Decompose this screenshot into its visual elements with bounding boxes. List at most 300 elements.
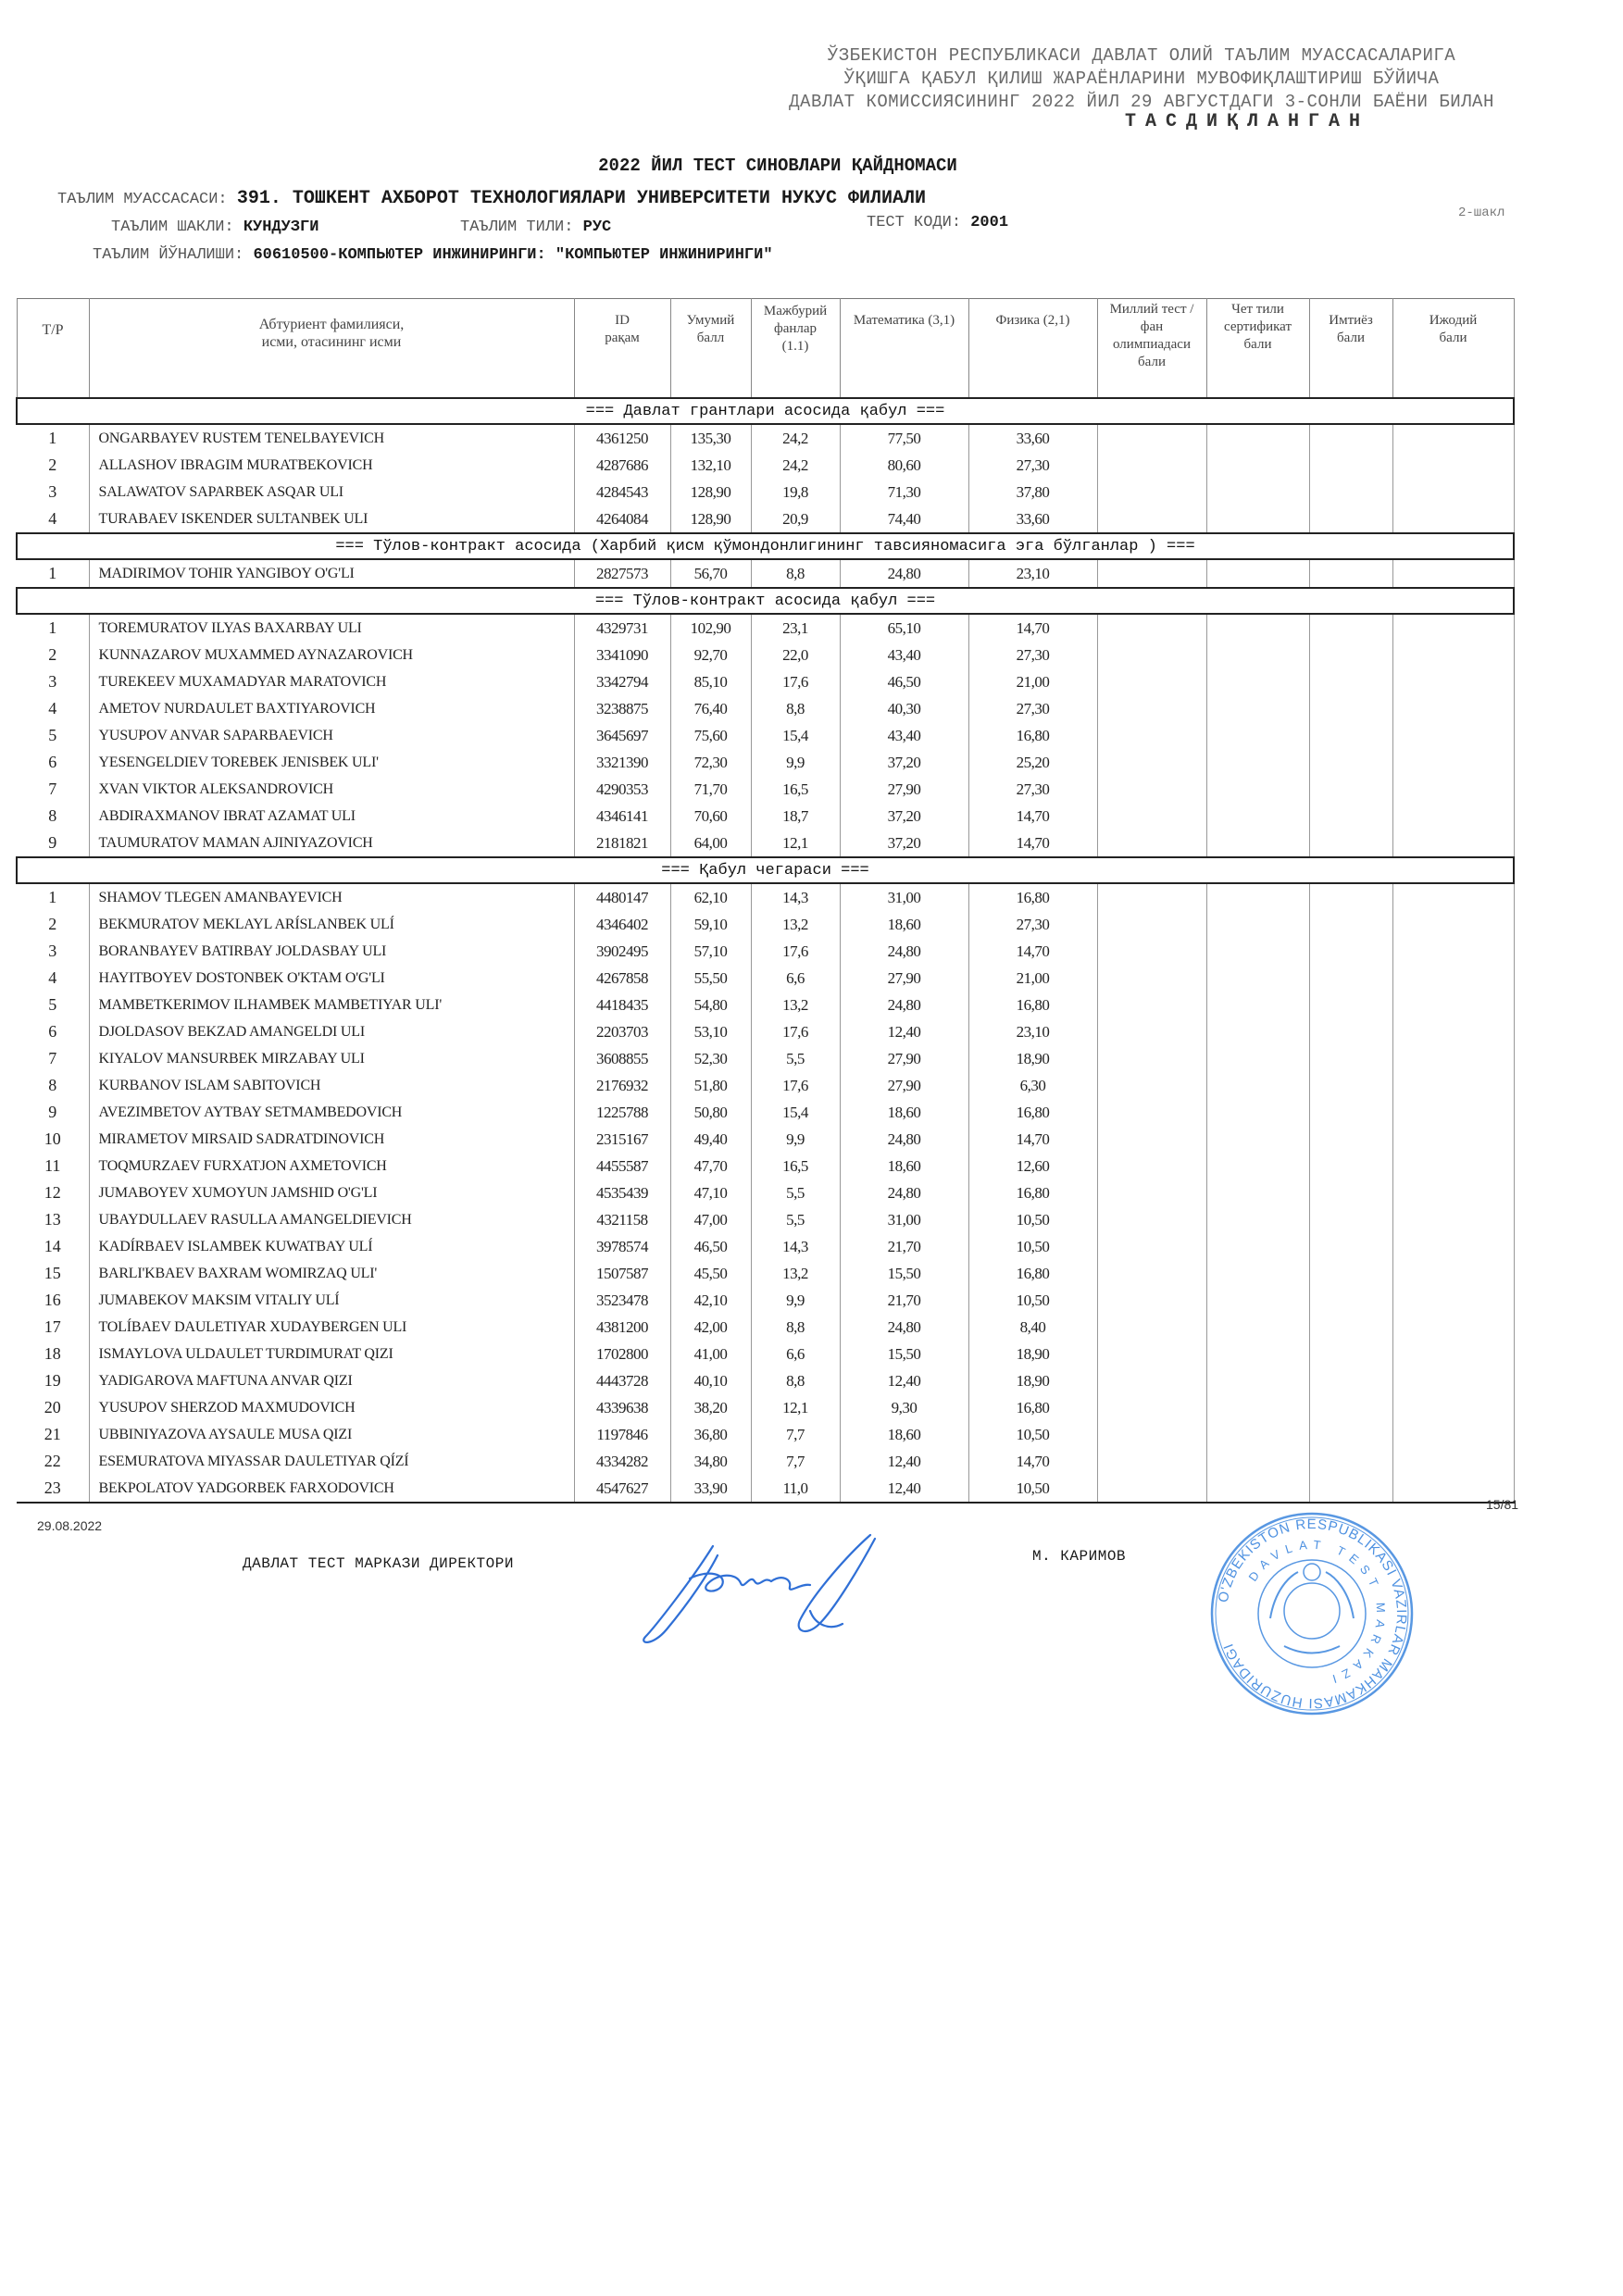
privilege-score xyxy=(1309,1099,1392,1126)
section-header-row xyxy=(17,588,1514,614)
section-title-text: === Қабул чегараси === xyxy=(661,861,869,880)
applicant-name: TOQMURZAEV FURXATJON AXMETOVICH xyxy=(89,1153,574,1179)
mandatory-score: 15,4 xyxy=(751,722,840,749)
applicant-id: 4361250 xyxy=(574,424,670,452)
national-test-score xyxy=(1097,1179,1206,1206)
foreign-cert-score xyxy=(1206,1018,1309,1045)
applicant-name: ESEMURATOVA MIYASSAR DAULETIYAR QÍZÍ xyxy=(89,1448,574,1475)
math-score: 21,70 xyxy=(840,1287,968,1314)
applicant-name: TURABAEV ISKENDER SULTANBEK ULI xyxy=(89,505,574,533)
study-direction-label: ТАЪЛИМ ЙЎНАЛИШИ: xyxy=(93,246,244,264)
results-table xyxy=(16,298,1515,1504)
national-test-score xyxy=(1097,1367,1206,1394)
national-test-score xyxy=(1097,992,1206,1018)
foreign-cert-score xyxy=(1206,424,1309,452)
privilege-score xyxy=(1309,1287,1392,1314)
total-score: 52,30 xyxy=(670,1045,751,1072)
table-row xyxy=(17,1179,1514,1206)
privilege-score xyxy=(1309,1394,1392,1421)
physics-score: 10,50 xyxy=(968,1287,1097,1314)
total-score: 40,10 xyxy=(670,1367,751,1394)
document-date: 29.08.2022 xyxy=(37,1518,103,1533)
applicant-id: 4455587 xyxy=(574,1153,670,1179)
col-header-number: Т/Р xyxy=(17,299,89,399)
foreign-cert-score xyxy=(1206,505,1309,533)
table-row xyxy=(17,1206,1514,1233)
mandatory-score: 17,6 xyxy=(751,1018,840,1045)
study-direction-value: 60610500-КОМПЬЮТЕР ИНЖИНИРИНГИ: "КОМПЬЮТЕР ИНЖИНИРИНГИ" xyxy=(253,246,773,264)
applicant-name: ALLASHOV IBRAGIM MURATBEKOVICH xyxy=(89,452,574,479)
approval-line: ЎЗБЕКИСТОН РЕСПУБЛИКАСИ ДАВЛАТ ОЛИЙ ТАЪЛИМ МУАССАСАЛАРИГА xyxy=(827,45,1456,66)
applicant-name: MADIRIMOV TOHIR YANGIBOY O'G'LI xyxy=(89,559,574,588)
physics-score: 16,80 xyxy=(968,722,1097,749)
applicant-name: UBBINIYAZOVA AYSAULE MUSA QIZI xyxy=(89,1421,574,1448)
privilege-score xyxy=(1309,749,1392,776)
applicant-name: SALAWATOV SAPARBEK ASQAR ULI xyxy=(89,479,574,505)
privilege-score xyxy=(1309,668,1392,695)
applicant-id: 1225788 xyxy=(574,1099,670,1126)
institution-value: 391. ТОШКЕНТ АХБОРОТ ТЕХНОЛОГИЯЛАРИ УНИВЕРСИТЕТИ НУКУС ФИЛИАЛИ xyxy=(236,188,926,209)
foreign-cert-score xyxy=(1206,1179,1309,1206)
total-score: 49,40 xyxy=(670,1126,751,1153)
signature-icon xyxy=(625,1528,884,1648)
row-number: 12 xyxy=(44,1183,61,1202)
mandatory-score: 17,6 xyxy=(751,938,840,965)
physics-score: 14,70 xyxy=(968,830,1097,857)
applicant-id: 4264084 xyxy=(574,505,670,533)
col-header-national-test: Миллий тест / фан олимпиадаси бали xyxy=(1097,299,1206,399)
institution-field xyxy=(57,188,926,209)
total-score: 102,90 xyxy=(670,614,751,642)
row-number: 1 xyxy=(48,618,57,637)
math-score: 43,40 xyxy=(840,642,968,668)
national-test-score xyxy=(1097,749,1206,776)
mandatory-score: 13,2 xyxy=(751,1260,840,1287)
applicant-id: 1507587 xyxy=(574,1260,670,1287)
applicant-name: BORANBAYEV BATIRBAY JOLDASBAY ULI xyxy=(89,938,574,965)
results-table-container xyxy=(16,298,1513,1504)
mandatory-score: 8,8 xyxy=(751,695,840,722)
row-number: 2 xyxy=(48,455,57,474)
table-row xyxy=(17,1018,1514,1045)
national-test-score xyxy=(1097,1394,1206,1421)
physics-score: 16,80 xyxy=(968,1260,1097,1287)
physics-score: 10,50 xyxy=(968,1206,1097,1233)
foreign-cert-score xyxy=(1206,1421,1309,1448)
privilege-score xyxy=(1309,1072,1392,1099)
applicant-name: HAYITBOYEV DOSTONBEK O'KTAM O'G'LI xyxy=(89,965,574,992)
mandatory-score: 12,1 xyxy=(751,1394,840,1421)
col-header-creative: Ижодий бали xyxy=(1392,299,1514,399)
applicant-id: 2315167 xyxy=(574,1126,670,1153)
creative-score xyxy=(1392,1018,1514,1045)
applicant-id: 4547627 xyxy=(574,1475,670,1503)
physics-score: 27,30 xyxy=(968,642,1097,668)
math-score: 80,60 xyxy=(840,452,968,479)
mandatory-score: 5,5 xyxy=(751,1045,840,1072)
applicant-name: ISMAYLOVA ULDAULET TURDIMURAT QIZI xyxy=(89,1341,574,1367)
math-score: 18,60 xyxy=(840,1099,968,1126)
applicant-name: KADÍRBAEV ISLAMBEK KUWATBAY ULÍ xyxy=(89,1233,574,1260)
privilege-score xyxy=(1309,1341,1392,1367)
table-row xyxy=(17,1233,1514,1260)
section-title-text: === Тўлов-контракт асосида (Харбий қисм қўмондонлигининг тавсияномасига эга бўлганлар ) === xyxy=(335,537,1195,555)
section-title-text: === Давлат грантлари асосида қабул === xyxy=(585,402,945,420)
approved-label: ТАСДИҚЛАНГАН xyxy=(1125,111,1370,132)
table-row xyxy=(17,1260,1514,1287)
math-score: 77,50 xyxy=(840,424,968,452)
table-row xyxy=(17,479,1514,505)
table-row xyxy=(17,883,1514,911)
total-score: 75,60 xyxy=(670,722,751,749)
math-score: 65,10 xyxy=(840,614,968,642)
total-score: 50,80 xyxy=(670,1099,751,1126)
foreign-cert-score xyxy=(1206,668,1309,695)
foreign-cert-score xyxy=(1206,1072,1309,1099)
national-test-score xyxy=(1097,1126,1206,1153)
creative-score xyxy=(1392,1287,1514,1314)
physics-score: 12,60 xyxy=(968,1153,1097,1179)
mandatory-score: 6,6 xyxy=(751,1341,840,1367)
applicant-id: 4346402 xyxy=(574,911,670,938)
section-header-row xyxy=(17,398,1514,424)
national-test-score xyxy=(1097,1475,1206,1503)
applicant-name: AVEZIMBETOV AYTBAY SETMAMBEDOVICH xyxy=(89,1099,574,1126)
math-score: 21,70 xyxy=(840,1233,968,1260)
privilege-score xyxy=(1309,1448,1392,1475)
table-row xyxy=(17,1153,1514,1179)
creative-score xyxy=(1392,668,1514,695)
applicant-id: 2827573 xyxy=(574,559,670,588)
total-score: 53,10 xyxy=(670,1018,751,1045)
foreign-cert-score xyxy=(1206,1153,1309,1179)
total-score: 36,80 xyxy=(670,1421,751,1448)
mandatory-score: 13,2 xyxy=(751,992,840,1018)
foreign-cert-score xyxy=(1206,1233,1309,1260)
study-language-value: РУС xyxy=(582,218,612,236)
foreign-cert-score xyxy=(1206,965,1309,992)
math-score: 18,60 xyxy=(840,1153,968,1179)
privilege-score xyxy=(1309,776,1392,803)
national-test-score xyxy=(1097,1448,1206,1475)
applicant-id: 4480147 xyxy=(574,883,670,911)
privilege-score xyxy=(1309,614,1392,642)
physics-score: 27,30 xyxy=(968,452,1097,479)
row-number: 6 xyxy=(48,753,57,771)
row-number: 20 xyxy=(44,1398,61,1416)
creative-score xyxy=(1392,1072,1514,1099)
section-title xyxy=(17,588,1514,614)
row-number: 13 xyxy=(44,1210,61,1229)
privilege-score xyxy=(1309,965,1392,992)
row-number: 16 xyxy=(44,1291,61,1309)
col-header-physics: Физика (2,1) xyxy=(968,299,1097,399)
physics-score: 25,20 xyxy=(968,749,1097,776)
total-score: 70,60 xyxy=(670,803,751,830)
applicant-id: 4290353 xyxy=(574,776,670,803)
table-row xyxy=(17,1072,1514,1099)
col-header-id: ID рақам xyxy=(574,299,670,399)
privilege-score xyxy=(1309,424,1392,452)
national-test-score xyxy=(1097,695,1206,722)
physics-score: 27,30 xyxy=(968,911,1097,938)
privilege-score xyxy=(1309,1260,1392,1287)
applicant-id: 3978574 xyxy=(574,1233,670,1260)
math-score: 37,20 xyxy=(840,830,968,857)
table-header-row xyxy=(17,299,1514,399)
col-header-name: Абтуриент фамилияси, исми, отасининг исми xyxy=(89,299,574,399)
applicant-id: 1702800 xyxy=(574,1341,670,1367)
privilege-score xyxy=(1309,938,1392,965)
applicant-id: 3342794 xyxy=(574,668,670,695)
foreign-cert-score xyxy=(1206,722,1309,749)
table-row xyxy=(17,776,1514,803)
math-score: 24,80 xyxy=(840,559,968,588)
math-score: 9,30 xyxy=(840,1394,968,1421)
creative-score xyxy=(1392,1448,1514,1475)
creative-score xyxy=(1392,1367,1514,1394)
row-number: 1 xyxy=(48,564,57,582)
math-score: 31,00 xyxy=(840,1206,968,1233)
mandatory-score: 15,4 xyxy=(751,1099,840,1126)
applicant-name: BARLI'KBAEV BAXRAM WOMIRZAQ ULI' xyxy=(89,1260,574,1287)
privilege-score xyxy=(1309,1179,1392,1206)
privilege-score xyxy=(1309,452,1392,479)
creative-score xyxy=(1392,479,1514,505)
applicant-name: YUSUPOV SHERZOD MAXMUDOVICH xyxy=(89,1394,574,1421)
table-row xyxy=(17,614,1514,642)
physics-score: 21,00 xyxy=(968,965,1097,992)
national-test-score xyxy=(1097,722,1206,749)
applicant-id: 3523478 xyxy=(574,1287,670,1314)
director-title: ДАВЛАТ ТЕСТ МАРКАЗИ ДИРЕКТОРИ xyxy=(243,1555,514,1572)
physics-score: 16,80 xyxy=(968,883,1097,911)
table-row xyxy=(17,803,1514,830)
test-code-value: 2001 xyxy=(970,214,1009,231)
applicant-name: TOREMURATOV ILYAS BAXARBAY ULI xyxy=(89,614,574,642)
physics-score: 37,80 xyxy=(968,479,1097,505)
mandatory-score: 14,3 xyxy=(751,883,840,911)
national-test-score xyxy=(1097,911,1206,938)
national-test-score xyxy=(1097,938,1206,965)
creative-score xyxy=(1392,505,1514,533)
table-row xyxy=(17,695,1514,722)
test-code-label: ТЕСТ КОДИ: xyxy=(867,214,962,231)
national-test-score xyxy=(1097,1233,1206,1260)
applicant-id: 4334282 xyxy=(574,1448,670,1475)
creative-score xyxy=(1392,803,1514,830)
table-row xyxy=(17,1341,1514,1367)
privilege-score xyxy=(1309,1421,1392,1448)
creative-score xyxy=(1392,965,1514,992)
math-score: 12,40 xyxy=(840,1448,968,1475)
physics-score: 16,80 xyxy=(968,1099,1097,1126)
row-number: 11 xyxy=(44,1156,61,1175)
national-test-score xyxy=(1097,883,1206,911)
director-name: М. КАРИМОВ xyxy=(1032,1548,1127,1565)
foreign-cert-score xyxy=(1206,803,1309,830)
section-header-row xyxy=(17,533,1514,559)
math-score: 24,80 xyxy=(840,1179,968,1206)
privilege-score xyxy=(1309,992,1392,1018)
mandatory-score: 6,6 xyxy=(751,965,840,992)
privilege-score xyxy=(1309,1045,1392,1072)
row-number: 8 xyxy=(48,1076,57,1094)
applicant-name: DJOLDASOV BEKZAD AMANGELDI ULI xyxy=(89,1018,574,1045)
total-score: 46,50 xyxy=(670,1233,751,1260)
table-row xyxy=(17,642,1514,668)
applicant-id: 3341090 xyxy=(574,642,670,668)
study-language-label: ТАЪЛИМ ТИЛИ: xyxy=(460,218,574,236)
privilege-score xyxy=(1309,722,1392,749)
study-language-field xyxy=(460,218,611,236)
total-score: 34,80 xyxy=(670,1448,751,1475)
page-number: 15/81 xyxy=(1486,1497,1519,1512)
national-test-score xyxy=(1097,776,1206,803)
privilege-score xyxy=(1309,1018,1392,1045)
foreign-cert-score xyxy=(1206,1206,1309,1233)
math-score: 37,20 xyxy=(840,803,968,830)
table-row xyxy=(17,749,1514,776)
total-score: 71,70 xyxy=(670,776,751,803)
creative-score xyxy=(1392,938,1514,965)
foreign-cert-score xyxy=(1206,614,1309,642)
total-score: 55,50 xyxy=(670,965,751,992)
creative-score xyxy=(1392,452,1514,479)
creative-score xyxy=(1392,830,1514,857)
national-test-score xyxy=(1097,668,1206,695)
row-number: 19 xyxy=(44,1371,61,1390)
physics-score: 18,90 xyxy=(968,1367,1097,1394)
foreign-cert-score xyxy=(1206,749,1309,776)
applicant-name: JUMABEKOV MAKSIM VITALIY ULÍ xyxy=(89,1287,574,1314)
applicant-name: ONGARBAYEV RUSTEM TENELBAYEVICH xyxy=(89,424,574,452)
row-number: 4 xyxy=(48,968,57,987)
creative-score xyxy=(1392,424,1514,452)
row-number: 23 xyxy=(17,1475,89,1503)
col-header-mandatory: Мажбурий фанлар (1.1) xyxy=(751,299,840,399)
foreign-cert-score xyxy=(1206,992,1309,1018)
applicant-name: TUREKEEV MUXAMADYAR MARATOVICH xyxy=(89,668,574,695)
privilege-score xyxy=(1309,695,1392,722)
foreign-cert-score xyxy=(1206,642,1309,668)
total-score: 54,80 xyxy=(670,992,751,1018)
math-score: 27,90 xyxy=(840,776,968,803)
creative-score xyxy=(1392,1314,1514,1341)
table-row xyxy=(17,452,1514,479)
math-score: 15,50 xyxy=(840,1341,968,1367)
row-number: 17 xyxy=(44,1317,61,1336)
table-row xyxy=(17,505,1514,533)
row-number: 3 xyxy=(48,942,57,960)
row-number: 3 xyxy=(48,672,57,691)
math-score: 24,80 xyxy=(840,1126,968,1153)
study-direction-field xyxy=(93,246,773,264)
math-score: 43,40 xyxy=(840,722,968,749)
row-number: 10 xyxy=(44,1129,61,1148)
total-score: 64,00 xyxy=(670,830,751,857)
seal-inner-text: DAVLAT TEST MARKAZI xyxy=(1245,1537,1389,1689)
total-score: 47,70 xyxy=(670,1153,751,1179)
creative-score xyxy=(1392,614,1514,642)
applicant-name: XVAN VIKTOR ALEKSANDROVICH xyxy=(89,776,574,803)
math-score: 40,30 xyxy=(840,695,968,722)
mandatory-score: 22,0 xyxy=(751,642,840,668)
row-number: 9 xyxy=(48,833,57,852)
applicant-id: 4346141 xyxy=(574,803,670,830)
national-test-score xyxy=(1097,424,1206,452)
row-number: 22 xyxy=(44,1452,61,1470)
row-number: 18 xyxy=(44,1344,61,1363)
total-score: 57,10 xyxy=(670,938,751,965)
applicant-id: 4381200 xyxy=(574,1314,670,1341)
mandatory-score: 5,5 xyxy=(751,1206,840,1233)
applicant-id: 4339638 xyxy=(574,1394,670,1421)
applicant-id: 4535439 xyxy=(574,1179,670,1206)
foreign-cert-score xyxy=(1206,776,1309,803)
physics-score: 10,50 xyxy=(968,1421,1097,1448)
creative-score xyxy=(1392,992,1514,1018)
section-title xyxy=(17,533,1514,559)
physics-score: 27,30 xyxy=(968,695,1097,722)
physics-score: 18,90 xyxy=(968,1341,1097,1367)
row-number: 5 xyxy=(48,995,57,1014)
foreign-cert-score xyxy=(1206,1287,1309,1314)
total-score: 42,10 xyxy=(670,1287,751,1314)
row-number: 1 xyxy=(48,888,57,906)
row-number: 14 xyxy=(44,1237,61,1255)
total-score: 76,40 xyxy=(670,695,751,722)
table-row xyxy=(17,668,1514,695)
foreign-cert-score xyxy=(1206,911,1309,938)
applicant-id: 1197846 xyxy=(574,1421,670,1448)
creative-score xyxy=(1392,1179,1514,1206)
mandatory-score: 19,8 xyxy=(751,479,840,505)
foreign-cert-score xyxy=(1206,1126,1309,1153)
section-title xyxy=(17,857,1514,883)
mandatory-score: 13,2 xyxy=(751,911,840,938)
study-form-field xyxy=(111,218,318,236)
total-score: 132,10 xyxy=(670,452,751,479)
table-row xyxy=(17,992,1514,1018)
math-score: 12,40 xyxy=(840,1367,968,1394)
foreign-cert-score xyxy=(1206,695,1309,722)
physics-score: 14,70 xyxy=(968,938,1097,965)
table-row xyxy=(17,830,1514,857)
mandatory-score: 8,8 xyxy=(751,1314,840,1341)
table-row xyxy=(17,1394,1514,1421)
national-test-score xyxy=(1097,1206,1206,1233)
math-score: 18,60 xyxy=(840,1421,968,1448)
applicant-name: YESENGELDIEV TOREBEK JENISBEK ULI' xyxy=(89,749,574,776)
applicant-name: YADIGAROVA MAFTUNA ANVAR QIZI xyxy=(89,1367,574,1394)
col-header-math: Математика (3,1) xyxy=(840,299,968,399)
national-test-score xyxy=(1097,1260,1206,1287)
applicant-id: 3238875 xyxy=(574,695,670,722)
test-code-field xyxy=(867,214,1008,231)
physics-score: 21,00 xyxy=(968,668,1097,695)
foreign-cert-score xyxy=(1206,1341,1309,1367)
creative-score xyxy=(1392,722,1514,749)
table-row xyxy=(17,938,1514,965)
foreign-cert-score xyxy=(1206,479,1309,505)
national-test-score xyxy=(1097,559,1206,588)
physics-score: 16,80 xyxy=(968,1394,1097,1421)
table-row xyxy=(17,965,1514,992)
math-score: 74,40 xyxy=(840,505,968,533)
mandatory-score: 17,6 xyxy=(751,668,840,695)
national-test-score xyxy=(1097,479,1206,505)
